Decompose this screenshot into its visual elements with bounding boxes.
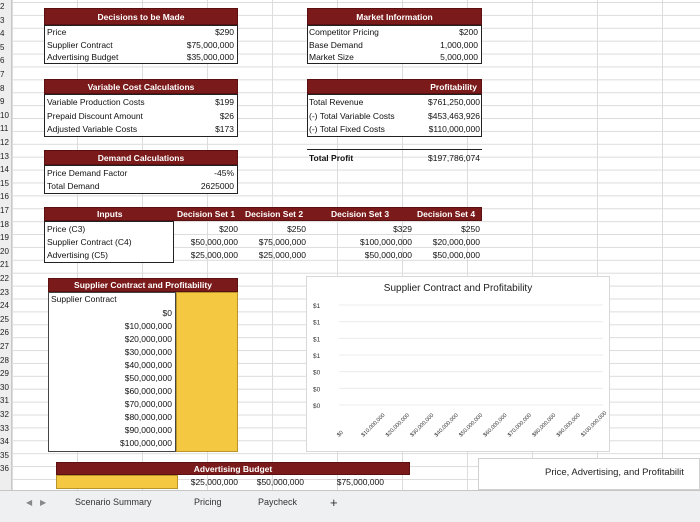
advertising-yellow-cell[interactable] (56, 475, 178, 489)
vc-label-adjusted[interactable]: Adjusted Variable Costs (47, 124, 138, 134)
chart-x-tick-label: $30,000,000 (409, 412, 436, 439)
decisions-label-supplier[interactable]: Supplier Contract (47, 40, 113, 50)
chart-x-tick-label: $90,000,000 (555, 412, 582, 439)
row-number[interactable]: 8 (0, 83, 5, 93)
chart-y-tick-label: $0 (313, 386, 321, 394)
chart-x-tick-label: $60,000,000 (482, 412, 509, 439)
row-number[interactable]: 20 (0, 246, 9, 256)
advertising-header: Advertising Budget (56, 462, 410, 475)
row-number[interactable]: 12 (0, 138, 9, 147)
chart-x-tick-label: $100,000,000 (580, 410, 609, 439)
demand-header: Demand Calculations (44, 150, 238, 165)
second-chart-title: Price, Advertising, and Profitabilit (545, 467, 684, 478)
decisions-label-price[interactable]: Price (47, 27, 67, 37)
supplier-contract-value[interactable]: $80,000,000 (124, 412, 172, 422)
row-number[interactable]: 17 (0, 206, 9, 215)
row-number[interactable]: 34 (0, 437, 9, 447)
market-value-competitor[interactable]: $200 (459, 27, 478, 37)
row-number[interactable]: 31 (0, 396, 9, 406)
market-value-base-demand[interactable]: 1,000,000 (440, 40, 478, 50)
profit-value-variable[interactable]: $453,463,926 (428, 111, 480, 121)
vc-label-discount[interactable]: Prepaid Discount Amount (47, 111, 143, 121)
row-number[interactable]: 7 (0, 70, 5, 79)
profit-label-fixed[interactable]: (-) Total Fixed Costs (309, 124, 385, 134)
row-number[interactable]: 25 (0, 314, 9, 324)
row-number[interactable]: 16 (0, 192, 9, 202)
supplier-contract-value[interactable]: $20,000,000 (124, 334, 172, 344)
inputs-label-advertising[interactable]: Advertising (C5) (47, 250, 108, 260)
chart-y-tick-label: $1 (313, 336, 321, 344)
row-number[interactable]: 36 (0, 464, 9, 474)
supplier-col-label[interactable]: Supplier Contract (51, 294, 117, 304)
row-number[interactable]: 27 (0, 342, 9, 351)
supplier-profitability-chart[interactable] (306, 276, 610, 452)
row-number[interactable]: 29 (0, 369, 9, 379)
set3-price[interactable]: $329 (393, 224, 412, 234)
inputs-label-supplier[interactable]: Supplier Contract (C4) (47, 237, 132, 247)
vc-label-production[interactable]: Variable Production Costs (47, 97, 145, 107)
row-number[interactable]: 24 (0, 301, 9, 311)
vc-value-discount[interactable]: $26 (219, 111, 234, 121)
demand-value-factor[interactable]: -45% (214, 168, 234, 178)
decisions-value-price[interactable]: $290 (215, 27, 234, 37)
row-number[interactable]: 22 (0, 274, 9, 283)
chart-y-tick-label: $1 (313, 319, 321, 327)
decisions-label-advertising[interactable]: Advertising Budget (47, 52, 119, 62)
chart-title: Supplier Contract and Profitability (383, 283, 533, 294)
profit-value-fixed[interactable]: $110,000,000 (428, 124, 480, 134)
supplier-table-header: Supplier Contract and Profitability (48, 278, 238, 292)
sheet-tab-bar (0, 490, 700, 522)
tab-paycheck[interactable]: Paycheck (258, 497, 298, 507)
supplier-contract-value[interactable]: $10,000,000 (124, 321, 172, 331)
supplier-contract-value[interactable]: $70,000,000 (124, 399, 172, 409)
row-number[interactable]: 18 (0, 219, 9, 229)
advertising-value-1[interactable]: $25,000,000 (190, 477, 238, 487)
set2-price[interactable]: $250 (287, 224, 306, 234)
row-number[interactable]: 32 (0, 410, 9, 419)
chart-x-tick-label: $20,000,000 (384, 412, 411, 439)
row-number[interactable]: 5 (0, 42, 5, 52)
supplier-contract-value[interactable]: $30,000,000 (124, 347, 172, 357)
profit-label-revenue[interactable]: Total Revenue (309, 97, 364, 107)
vc-value-adjusted[interactable]: $173 (215, 124, 234, 134)
row-number[interactable]: 10 (0, 110, 9, 120)
tab-pricing[interactable]: Pricing (194, 497, 222, 507)
supplier-contract-value[interactable]: $0 (162, 308, 172, 318)
supplier-profit-column[interactable] (176, 292, 238, 452)
vc-value-production[interactable]: $199 (215, 97, 234, 107)
row-number[interactable]: 14 (0, 165, 9, 175)
set-header-3: Decision Set 3 (331, 209, 390, 219)
set-header-2: Decision Set 2 (245, 209, 304, 219)
chart-x-tick-label: $0 (336, 429, 345, 439)
tab-scroll-right-icon[interactable]: ▶ (40, 498, 47, 507)
market-label-size[interactable]: Market Size (309, 52, 354, 62)
demand-label-factor[interactable]: Price Demand Factor (47, 168, 128, 178)
set1-supplier[interactable]: $50,000,000 (190, 237, 238, 247)
market-label-competitor[interactable]: Competitor Pricing (309, 27, 379, 37)
supplier-contract-value[interactable]: $50,000,000 (124, 373, 172, 383)
inputs-label-price[interactable]: Price (C3) (47, 224, 86, 234)
chart-x-tick-label: $50,000,000 (458, 412, 485, 439)
price-advertising-chart[interactable] (478, 458, 700, 490)
row-number[interactable]: 3 (0, 15, 5, 25)
set2-supplier[interactable]: $75,000,000 (258, 237, 306, 247)
row-number[interactable]: 21 (0, 260, 9, 270)
profitability-header: Profitability (307, 79, 482, 94)
row-number[interactable]: 23 (0, 287, 9, 297)
row-number[interactable]: 4 (0, 29, 5, 39)
market-header: Market Information (307, 8, 482, 25)
profit-label-variable[interactable]: (-) Total Variable Costs (309, 111, 395, 121)
row-number[interactable]: 2 (0, 2, 5, 11)
supplier-contract-value[interactable]: $40,000,000 (124, 360, 172, 370)
market-value-size[interactable]: 5,000,000 (440, 52, 478, 62)
row-number[interactable]: 33 (0, 423, 9, 433)
profit-value-revenue[interactable]: $761,250,000 (428, 97, 480, 107)
set2-advertising[interactable]: $25,000,000 (258, 250, 306, 260)
inputs-title: Inputs (97, 209, 123, 219)
row-number[interactable]: 9 (0, 97, 5, 107)
set4-supplier[interactable]: $20,000,000 (432, 237, 480, 247)
decisions-header: Decisions to be Made (44, 8, 238, 25)
variable-cost-header: Variable Cost Calculations (44, 79, 238, 94)
chart-x-tick-label: $70,000,000 (506, 412, 533, 439)
demand-label-total[interactable]: Total Demand (47, 181, 100, 191)
chart-y-tick-label: $1 (313, 353, 321, 360)
set1-price[interactable]: $200 (219, 224, 238, 234)
set4-advertising[interactable]: $50,000,000 (432, 250, 480, 260)
row-number[interactable]: 35 (0, 450, 9, 460)
tab-scenario-summary[interactable]: Scenario Summary (75, 497, 152, 507)
row-number[interactable]: 11 (0, 124, 9, 134)
inputs-header (44, 207, 482, 221)
row-number-gutter (0, 0, 12, 490)
chart-x-tick-label: $80,000,000 (531, 412, 558, 439)
set-header-4: Decision Set 4 (417, 209, 476, 219)
supplier-contract-value[interactable]: $60,000,000 (124, 386, 172, 396)
set4-price[interactable]: $250 (461, 224, 480, 234)
market-label-base-demand[interactable]: Base Demand (309, 40, 363, 50)
decisions-value-advertising[interactable]: $35,000,000 (186, 52, 234, 62)
row-number[interactable]: 15 (0, 178, 9, 188)
chart-x-tick-label: $10,000,000 (360, 412, 387, 439)
row-number[interactable]: 30 (0, 382, 9, 392)
profit-label-total[interactable]: Total Profit (309, 153, 354, 163)
supplier-contract-value[interactable]: $100,000,000 (120, 438, 172, 448)
profit-value-total[interactable]: $197,786,074 (428, 153, 480, 163)
set3-advertising[interactable]: $50,000,000 (364, 250, 412, 260)
chart-y-tick-label: $0 (313, 403, 321, 410)
set1-advertising[interactable]: $25,000,000 (190, 250, 238, 260)
chart-y-tick-label: $1 (313, 303, 321, 310)
advertising-value-2[interactable]: $50,000,000 (256, 477, 304, 487)
chart-x-tick-label: $40,000,000 (433, 412, 460, 439)
chart-plot-area (307, 277, 609, 451)
add-sheet-button[interactable]: + (330, 495, 338, 510)
advertising-value-3[interactable]: $75,000,000 (336, 477, 384, 487)
set-header-1: Decision Set 1 (177, 209, 236, 219)
row-number[interactable]: 26 (0, 328, 9, 338)
chart-y-tick-label: $0 (313, 369, 321, 377)
demand-value-total[interactable]: 2625000 (200, 181, 234, 191)
row-number[interactable]: 19 (0, 233, 9, 243)
tab-scroll-left-icon[interactable]: ◀ (26, 498, 33, 507)
row-number[interactable]: 6 (0, 56, 5, 66)
total-profit-rule (307, 149, 482, 150)
row-number[interactable]: 13 (0, 151, 9, 161)
row-number[interactable]: 28 (0, 355, 9, 365)
set3-supplier[interactable]: $100,000,000 (360, 237, 412, 247)
supplier-contract-value[interactable]: $90,000,000 (124, 425, 172, 435)
decisions-value-supplier[interactable]: $75,000,000 (186, 40, 234, 50)
